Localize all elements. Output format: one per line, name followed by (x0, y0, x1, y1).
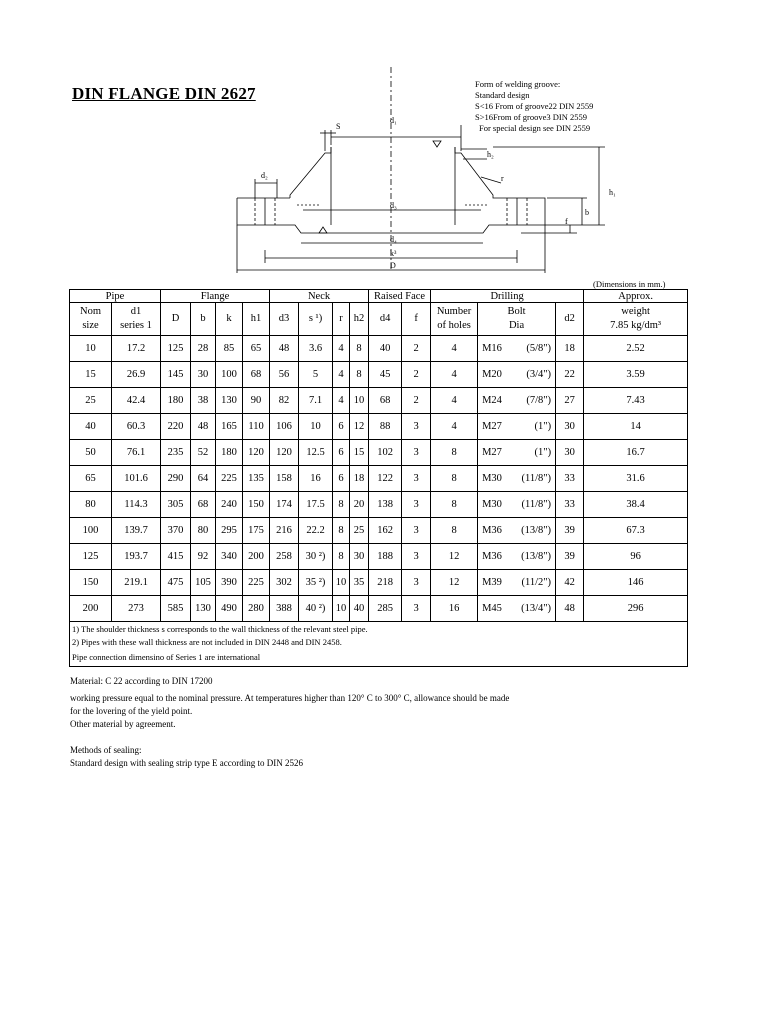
groove-note: For special design see DIN 2559 (479, 123, 591, 133)
table-cell: 216 (270, 518, 299, 544)
label-b: b (585, 208, 589, 217)
table-cell: 3 (402, 492, 431, 518)
table-cell: 273 (112, 596, 161, 622)
table-cell: 10 (70, 336, 112, 362)
table-cell: 30 (556, 414, 584, 440)
table-cell: 150 (243, 492, 270, 518)
table-cell: 158 (270, 466, 299, 492)
table-cell: 90 (243, 388, 270, 414)
bolt-inch: (5/8") (526, 343, 552, 354)
bolt-size: M20 (482, 369, 502, 380)
table-cell: 490 (216, 596, 243, 622)
table-cell: 3 (402, 596, 431, 622)
groove-note: S<16 From of groove22 DIN 2559 (475, 101, 594, 111)
table-cell: 80 (191, 518, 216, 544)
bolt-inch: (13/8") (521, 525, 552, 536)
bolt-inch: (11/8") (521, 473, 552, 484)
table-cell: 106 (270, 414, 299, 440)
table-cell: 10 (333, 596, 350, 622)
header-D: D (161, 303, 191, 336)
dimensions-note: (Dimensions in mm.) (593, 279, 666, 289)
table-cell: 139.7 (112, 518, 161, 544)
table-row (70, 492, 688, 518)
table-cell: 8 (333, 518, 350, 544)
table-cell: 39 (556, 518, 584, 544)
table-cell: 285 (369, 596, 402, 622)
table-cell: 40 ²) (299, 596, 333, 622)
table-cell: 12.5 (299, 440, 333, 466)
table-cell: 7.43 (584, 388, 688, 414)
table-cell: 48 (191, 414, 216, 440)
table-row (70, 570, 688, 596)
table-cell: 7.1 (299, 388, 333, 414)
table-cell: 130 (216, 388, 243, 414)
label-k: k³ (390, 249, 397, 258)
label-s: S (336, 122, 341, 131)
bolt-size: M39 (482, 577, 502, 588)
table-cell: 102 (369, 440, 402, 466)
bolt-cell (478, 362, 556, 388)
table-cell: 8 (350, 362, 369, 388)
header-d3: d3 (270, 303, 299, 336)
bolt-cell (478, 336, 556, 362)
bolt-inch: (1") (534, 421, 552, 432)
bolt-size: M36 (482, 525, 502, 536)
table-cell: 6 (333, 440, 350, 466)
table-cell: 65 (70, 466, 112, 492)
bolt-size: M27 (482, 421, 502, 432)
table-cell: 8 (431, 466, 478, 492)
table-cell: 2 (402, 336, 431, 362)
table-cell: 305 (161, 492, 191, 518)
table-cell: 110 (243, 414, 270, 440)
table-cell: 3.59 (584, 362, 688, 388)
table-cell: 3 (402, 518, 431, 544)
table-cell: 48 (556, 596, 584, 622)
table-cell: 48 (270, 336, 299, 362)
table-cell: 68 (243, 362, 270, 388)
footer-line: Methods of sealing: (70, 745, 142, 755)
table-row (70, 336, 688, 362)
table-cell: 30 ²) (299, 544, 333, 570)
groove-note: Standard design (475, 90, 530, 100)
footer-line (70, 731, 509, 744)
table-cell: 101.6 (112, 466, 161, 492)
header-drilling: Drilling (431, 290, 584, 303)
table-cell: 162 (369, 518, 402, 544)
label-D: D (390, 261, 396, 270)
bolt-cell (478, 596, 556, 622)
table-cell: 130 (191, 596, 216, 622)
table-cell: 28 (191, 336, 216, 362)
table-cell: 225 (216, 466, 243, 492)
table-note: Pipe connection dimensino of Series 1 are international (70, 648, 688, 667)
surface-mark-icon (319, 227, 327, 233)
table-cell: 16.7 (584, 440, 688, 466)
table-cell: 35 ²) (299, 570, 333, 596)
table-cell: 4 (333, 388, 350, 414)
table-cell: 2.52 (584, 336, 688, 362)
table-cell: 38 (191, 388, 216, 414)
table-cell: 258 (270, 544, 299, 570)
table-cell: 15 (350, 440, 369, 466)
table-cell: 8 (350, 336, 369, 362)
table-cell: 25 (350, 518, 369, 544)
table-cell: 220 (161, 414, 191, 440)
header-approx: Approx. (584, 290, 688, 303)
table-cell: 16 (431, 596, 478, 622)
table-cell: 180 (216, 440, 243, 466)
footer-line: Other material by agreement. (70, 719, 176, 729)
bolt-size: M45 (482, 603, 502, 614)
table-row (70, 544, 688, 570)
bolt-cell (478, 440, 556, 466)
footer-line: for the lovering of the yield point. (70, 706, 193, 716)
label-d4: d₄ (390, 235, 397, 244)
table-note: 1) The shoulder thickness s corresponds to the wall thickness of the relevant steel pipe. (70, 622, 688, 636)
table-cell: 193.7 (112, 544, 161, 570)
table-cell: 76.1 (112, 440, 161, 466)
table-cell: 105 (191, 570, 216, 596)
table-cell: 8 (431, 518, 478, 544)
table-cell: 370 (161, 518, 191, 544)
table-cell: 40 (369, 336, 402, 362)
table-cell: 125 (161, 336, 191, 362)
table-cell: 145 (161, 362, 191, 388)
bolt-inch: (1") (534, 447, 552, 458)
table-cell: 42 (556, 570, 584, 596)
table-cell: 39 (556, 544, 584, 570)
header-flange: Flange (161, 290, 270, 303)
table-cell: 296 (584, 596, 688, 622)
footer-line: working pressure equal to the nominal pressure. At temperatures higher than 120° C to 300° C, allowance should be made (70, 693, 510, 703)
table-cell: 40 (70, 414, 112, 440)
table-cell: 30 (350, 544, 369, 570)
table-row (70, 362, 688, 388)
table-cell: 16 (299, 466, 333, 492)
header-d4: d4 (369, 303, 402, 336)
table-cell: 8 (431, 440, 478, 466)
table-cell: 138 (369, 492, 402, 518)
table-cell: 6 (333, 466, 350, 492)
table-cell: 68 (369, 388, 402, 414)
table-cell: 30 (556, 440, 584, 466)
header-b: b (191, 303, 216, 336)
table-cell: 180 (161, 388, 191, 414)
table-cell: 12 (350, 414, 369, 440)
table-cell: 12 (431, 570, 478, 596)
header-number-of-holes: Number of holes (431, 303, 478, 336)
table-cell: 240 (216, 492, 243, 518)
bolt-size: M36 (482, 551, 502, 562)
table-row (70, 596, 688, 622)
table-cell: 135 (243, 466, 270, 492)
table-cell: 235 (161, 440, 191, 466)
bolt-cell (478, 388, 556, 414)
page-title: DIN FLANGE DIN 2627 (72, 84, 256, 103)
table-cell: 40 (350, 596, 369, 622)
table-cell: 67.3 (584, 518, 688, 544)
table-cell: 33 (556, 466, 584, 492)
header-d2: d2 (556, 303, 584, 336)
table-cell: 42.4 (112, 388, 161, 414)
table-cell: 25 (70, 388, 112, 414)
table-row (70, 518, 688, 544)
table-cell: 3 (402, 570, 431, 596)
table-cell: 290 (161, 466, 191, 492)
table-cell: 4 (431, 336, 478, 362)
bolt-cell (478, 492, 556, 518)
label-d3: d₃ (390, 201, 397, 210)
bolt-size: M30 (482, 499, 502, 510)
header-weight: weight 7.85 kg/dm³ (584, 303, 688, 336)
table-cell: 302 (270, 570, 299, 596)
table-row (70, 466, 688, 492)
table-cell: 3 (402, 414, 431, 440)
table-cell: 340 (216, 544, 243, 570)
table-cell: 200 (243, 544, 270, 570)
table-cell: 390 (216, 570, 243, 596)
table-cell: 225 (243, 570, 270, 596)
header-raised-face: Raised Face (369, 290, 431, 303)
table-cell: 585 (161, 596, 191, 622)
table-cell: 200 (70, 596, 112, 622)
table-cell: 26.9 (112, 362, 161, 388)
bolt-size: M24 (482, 395, 502, 406)
table-cell: 188 (369, 544, 402, 570)
header-s: s ¹) (299, 303, 333, 336)
header-r: r (333, 303, 350, 336)
table-cell: 35 (350, 570, 369, 596)
header-nom-size: Nom size (70, 303, 112, 336)
table-cell: 20 (350, 492, 369, 518)
table-row (70, 440, 688, 466)
table-cell: 8 (431, 492, 478, 518)
neck-outline (290, 147, 517, 198)
bolt-size: M16 (482, 343, 502, 354)
bolt-cell (478, 570, 556, 596)
table-cell: 120 (270, 440, 299, 466)
table-cell: 10 (350, 388, 369, 414)
table-cell: 114.3 (112, 492, 161, 518)
table-cell: 2 (402, 388, 431, 414)
header-d1: d1 series 1 (112, 303, 161, 336)
label-f: f (565, 217, 568, 226)
bolt-inch: (13/4") (521, 603, 552, 614)
table-cell: 18 (350, 466, 369, 492)
header-h2: h2 (350, 303, 369, 336)
label-d2: d₂ (261, 171, 268, 180)
table-cell: 3 (402, 544, 431, 570)
table-cell: 100 (70, 518, 112, 544)
table-cell: 27 (556, 388, 584, 414)
bolt-cell (478, 414, 556, 440)
table-cell: 175 (243, 518, 270, 544)
table-cell: 3.6 (299, 336, 333, 362)
header-pipe: Pipe (70, 290, 161, 303)
label-h2: h₂ (487, 150, 494, 159)
flange-spec-table (69, 289, 688, 667)
table-cell: 280 (243, 596, 270, 622)
bolt-cell (478, 466, 556, 492)
table-cell: 4 (431, 414, 478, 440)
header-h1: h1 (243, 303, 270, 336)
header-neck: Neck (270, 290, 369, 303)
table-cell: 50 (70, 440, 112, 466)
header-k: k (216, 303, 243, 336)
table-cell: 219.1 (112, 570, 161, 596)
table-cell: 4 (333, 336, 350, 362)
table-cell: 14 (584, 414, 688, 440)
table-cell: 6 (333, 414, 350, 440)
bolt-size: M27 (482, 447, 502, 458)
label-r: r (501, 174, 504, 183)
table-cell: 82 (270, 388, 299, 414)
label-d1: d₁ (390, 116, 397, 125)
table-cell: 174 (270, 492, 299, 518)
table-row (70, 388, 688, 414)
table-cell: 10 (333, 570, 350, 596)
table-cell: 80 (70, 492, 112, 518)
table-cell: 92 (191, 544, 216, 570)
table-cell: 64 (191, 466, 216, 492)
table-cell: 68 (191, 492, 216, 518)
table-cell: 60.3 (112, 414, 161, 440)
table-cell: 165 (216, 414, 243, 440)
table-cell: 52 (191, 440, 216, 466)
bolt-inch: (3/4") (526, 369, 552, 380)
table-cell: 88 (369, 414, 402, 440)
table-cell: 125 (70, 544, 112, 570)
table-cell: 475 (161, 570, 191, 596)
table-cell: 100 (216, 362, 243, 388)
table-cell: 4 (333, 362, 350, 388)
bolt-cell (478, 544, 556, 570)
table-cell: 96 (584, 544, 688, 570)
table-cell: 2 (402, 362, 431, 388)
surface-mark-icon (433, 141, 441, 147)
table-cell: 120 (243, 440, 270, 466)
table-cell: 17.5 (299, 492, 333, 518)
flange-cross-section-drawing (225, 65, 615, 275)
bolt-size: M30 (482, 473, 502, 484)
bolt-inch: (11/2") (521, 577, 552, 588)
table-cell: 12 (431, 544, 478, 570)
table-note: 2) Pipes with these wall thickness are not included in DIN 2448 and DIN 2458. (70, 635, 688, 648)
table-cell: 8 (333, 492, 350, 518)
table-cell: 22.2 (299, 518, 333, 544)
table-cell: 295 (216, 518, 243, 544)
bolt-cell (478, 518, 556, 544)
groove-note: S>16From of groove3 DIN 2559 (475, 112, 587, 122)
table-cell: 18 (556, 336, 584, 362)
table-cell: 3 (402, 440, 431, 466)
table-cell: 150 (70, 570, 112, 596)
table-cell: 122 (369, 466, 402, 492)
label-h1: h₁ (609, 188, 616, 197)
table-cell: 10 (299, 414, 333, 440)
table-cell: 17.2 (112, 336, 161, 362)
table-row (70, 414, 688, 440)
table-cell: 218 (369, 570, 402, 596)
table-cell: 56 (270, 362, 299, 388)
table-cell: 8 (333, 544, 350, 570)
table-cell: 38.4 (584, 492, 688, 518)
table-cell: 15 (70, 362, 112, 388)
table-cell: 31.6 (584, 466, 688, 492)
table-cell: 388 (270, 596, 299, 622)
table-cell: 4 (431, 362, 478, 388)
table-cell: 4 (431, 388, 478, 414)
table-cell: 146 (584, 570, 688, 596)
footer-text (70, 675, 509, 770)
footer-line: Material: C 22 according to DIN 17200 (70, 676, 213, 686)
header-bolt-dia: Bolt Dia (478, 303, 556, 336)
bolt-inch: (13/8") (521, 551, 552, 562)
table-cell: 30 (191, 362, 216, 388)
table-cell: 3 (402, 466, 431, 492)
groove-note: Form of welding groove: (475, 79, 561, 89)
table-cell: 33 (556, 492, 584, 518)
table-cell: 45 (369, 362, 402, 388)
table-cell: 5 (299, 362, 333, 388)
table-cell: 415 (161, 544, 191, 570)
table-cell: 22 (556, 362, 584, 388)
table-cell: 85 (216, 336, 243, 362)
bolt-inch: (7/8") (526, 395, 552, 406)
footer-line: Standard design with sealing strip type E according to DIN 2526 (70, 758, 303, 768)
table-cell: 65 (243, 336, 270, 362)
bolt-inch: (11/8") (521, 499, 552, 510)
header-f: f (402, 303, 431, 336)
